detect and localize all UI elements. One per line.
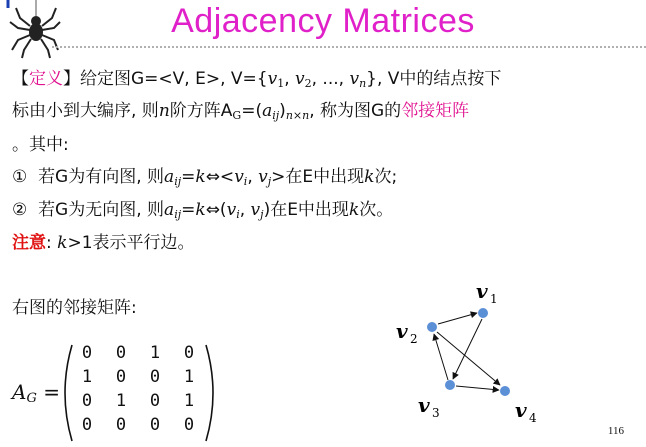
matrix-cell: 1 [115,391,127,411]
node-label-v2-sub: 2 [410,332,418,346]
vertex-vj: v [250,200,261,220]
matrix-cell: 0 [115,415,127,435]
definition-text: }, V中的结点按下 [366,69,502,89]
definition-line-2 [12,98,469,129]
edge-v2-v1 [438,313,477,324]
note-colon: : [46,233,58,253]
node-label-v4-sub: 4 [529,411,537,425]
entry-a-sub: ij [272,109,280,122]
node-v4 [500,386,510,396]
page-number: 116 [607,425,624,437]
node-label-v1-sub: 1 [490,292,498,306]
vertex-vi: v [234,167,244,187]
count-k: k [195,200,206,220]
ellipsis: , ..., [311,69,350,89]
note-text: >1表示平行边。 [67,233,195,253]
item-undirected [12,197,393,228]
matrix-cell: 1 [149,343,161,363]
node-label-v1: v [476,279,488,303]
item-text: = [181,200,196,220]
vertex-vi-sub: i [243,175,248,188]
slide-title: Adjacency Matrices [171,2,475,40]
count-k: k [364,167,375,187]
matrix-cell: 0 [81,415,93,435]
count-k: k [348,200,360,220]
item-text: 次。 [359,200,394,220]
definition-bracket-open: 【 [12,69,29,89]
matrix-cell: 0 [183,415,195,435]
definition-text: =( [241,101,263,121]
item-text: ⇔< [205,167,235,187]
vertex-vn: v [349,69,360,89]
matrix-cell: 0 [115,343,127,363]
entry-a-sub: ij [174,175,182,188]
matrix-cell: 0 [183,343,195,363]
item-directed [12,164,397,195]
entry-a: a [262,101,273,121]
definition-text: 阶方阵A [169,101,233,121]
item-text: >在E中出现 [271,167,365,187]
definition-label: 定义 [29,69,63,89]
matrix-label [12,380,60,406]
vertex-vi: v [226,200,237,220]
definition-line-1 [12,66,501,97]
vertex-vi-sub: i [236,208,240,221]
vertex-vj-sub: j [260,208,264,221]
node-label-v3-sub: 3 [432,406,440,420]
term-adjacency-matrix: 邻接矩阵 [401,101,470,121]
order-n: n [158,101,170,121]
entry-a-sub: ij [174,208,182,221]
matrix-cell: 1 [183,391,195,411]
matrix-sub-g: G [232,109,242,122]
definition-bracket-close: 】 [63,69,80,89]
vertex-v1-sub: 1 [277,77,285,90]
matrix-cell: 1 [81,367,93,387]
definition-text: 给定图G=<V, E>, V={ [80,69,268,89]
definition-text: 标由小到大编序, 则 [12,101,159,121]
edge-v3-v2 [434,334,448,380]
note-label: 注意 [12,233,46,253]
item-marker-1: ① [12,167,28,187]
item-marker-2: ② [12,200,28,220]
item-text: = [181,167,196,187]
note-line [12,230,195,256]
matrix-cell: 0 [149,415,161,435]
matrix-cell: 0 [149,391,161,411]
matrix-label-sub: G [26,391,37,406]
directed-graph [380,270,560,430]
matrix-cell: 1 [183,367,195,387]
matrix-cell: 0 [149,367,161,387]
adjacency-matrix [60,343,218,443]
vertex-vj: v [258,167,268,187]
item-text: 若G为有向图, 则 [38,167,165,187]
separator: , [239,200,251,220]
example-caption: 右图的邻接矩阵: [12,298,137,318]
item-text: 若G为无向图, 则 [38,200,165,220]
node-v2 [427,322,437,332]
item-text: 次; [374,167,398,187]
node-label-v4: v [515,398,527,422]
count-k: k [57,233,68,253]
node-label-v3: v [418,393,430,417]
separator: , [247,167,259,187]
edge-v3-v4 [456,386,499,390]
vertex-v2: v [295,69,305,89]
node-v3 [445,380,455,390]
vertex-v1: v [267,69,278,89]
entry-a: a [164,167,175,187]
node-label-v2: v [396,319,408,343]
edge-v2-v4 [437,332,500,385]
entry-a: a [164,200,175,220]
item-text: ⇔( [205,200,227,220]
matrix-cell: 0 [81,391,93,411]
title-divider [52,46,646,48]
matrix-cell: 0 [81,343,93,363]
size-nxn: n×n [285,109,310,122]
comma: , [284,69,296,89]
definition-line-3: 。其中: [12,135,69,155]
matrix-equals: = [43,380,60,404]
vertex-vn-sub: n [359,77,367,90]
matrix-label-a: A [12,380,27,404]
definition-text: ) [279,101,286,121]
vertex-v2-sub: 2 [304,77,312,90]
matrix-cell: 0 [115,367,127,387]
vertex-vj-sub: j [267,175,272,188]
count-k: k [195,167,206,187]
definition-text: , 称为图G的 [309,101,402,121]
node-v1 [478,308,488,318]
item-text: )在E中出现 [263,200,349,220]
